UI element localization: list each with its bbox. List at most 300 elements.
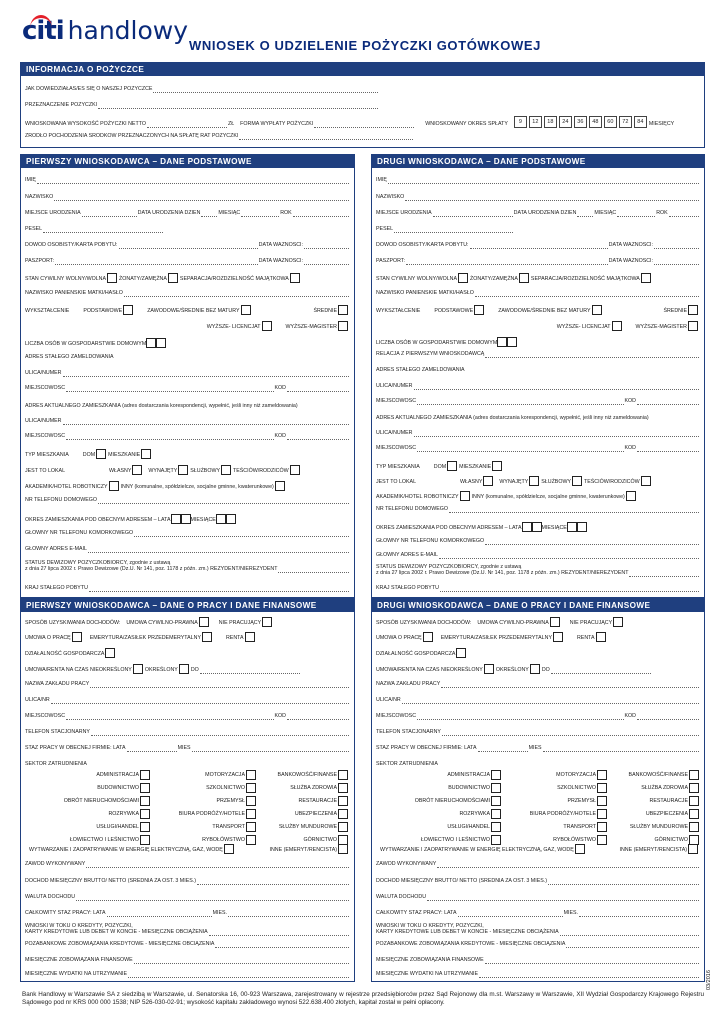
sector-option-2 bbox=[509, 783, 609, 793]
street-row bbox=[25, 370, 350, 377]
birth-day-input[interactable] bbox=[201, 211, 217, 217]
birth-day-input-2[interactable] bbox=[577, 211, 593, 217]
own-checkbox-2[interactable] bbox=[483, 476, 493, 486]
fixed-to-input-2[interactable] bbox=[551, 668, 651, 674]
email-label-2: GŁÓWNY ADRES E-MAIL bbox=[376, 552, 439, 558]
sector-checkbox-2[interactable] bbox=[689, 796, 699, 806]
total-tenure-row-2 bbox=[376, 910, 700, 917]
primary-checkbox-2[interactable] bbox=[474, 305, 484, 315]
annuity-checkbox-2[interactable] bbox=[596, 632, 606, 642]
sector-checkbox[interactable] bbox=[246, 783, 256, 793]
sector-label: BIURA PODRÓŻY/HOTELE bbox=[178, 811, 245, 817]
unemployed-checkbox-2[interactable] bbox=[613, 617, 623, 627]
id-valid-input-2[interactable] bbox=[654, 243, 699, 249]
pesel-label-2: PESEL bbox=[376, 226, 394, 232]
id-card-row bbox=[25, 242, 350, 249]
city-input-2[interactable] bbox=[417, 399, 623, 405]
contract-row-2 bbox=[376, 664, 700, 674]
sector-option-2 bbox=[613, 809, 701, 819]
payout-label: FORMA WYPŁATY POŻYCZKI bbox=[240, 121, 314, 127]
credits-line-1: WNIOSKI W TOKU O KREDYTY, POŻYCZKI, bbox=[25, 923, 133, 929]
house-checkbox[interactable] bbox=[96, 449, 106, 459]
sector-checkbox[interactable] bbox=[338, 770, 348, 780]
work-phone-label: TELEFON STACJONARNY bbox=[25, 729, 90, 735]
current-zip-input-2[interactable] bbox=[637, 446, 699, 452]
total-months-input[interactable] bbox=[228, 911, 349, 917]
sector-checkbox-2[interactable] bbox=[491, 783, 501, 793]
page-title: WNIOSEK O UDZIELENIE POŻYCZKI GOTÓWKOWEJ bbox=[189, 38, 541, 53]
current-street-input[interactable] bbox=[63, 419, 350, 425]
first-name-input-2[interactable] bbox=[388, 178, 699, 184]
period-option-9[interactable]: 9 bbox=[514, 116, 527, 128]
pesel-input[interactable] bbox=[43, 227, 163, 233]
fixed-to-input[interactable] bbox=[200, 668, 300, 674]
employer-city-input-2[interactable] bbox=[417, 714, 623, 720]
current-address-row bbox=[25, 403, 350, 410]
country-row bbox=[25, 585, 350, 592]
employer-zip-input-2[interactable] bbox=[637, 714, 699, 720]
current-zip-input[interactable] bbox=[287, 434, 349, 440]
birth-place-input[interactable] bbox=[82, 211, 137, 217]
profession-input-2[interactable] bbox=[437, 862, 699, 868]
dorm-checkbox[interactable] bbox=[109, 481, 119, 491]
retired-label-2: INNE (EMERYT/RENCISTA) bbox=[619, 847, 687, 853]
sector-checkbox[interactable] bbox=[338, 796, 348, 806]
nonbank-input[interactable] bbox=[215, 942, 349, 948]
current-city-row bbox=[25, 433, 350, 440]
credits-row-2 bbox=[376, 923, 700, 936]
years-at-digit-1-2[interactable] bbox=[522, 522, 532, 532]
employer-zip-label: KOD bbox=[274, 713, 286, 719]
total-months-input-2[interactable] bbox=[579, 911, 699, 917]
upkeep-input[interactable] bbox=[128, 972, 349, 978]
mobile-input-2[interactable] bbox=[485, 539, 699, 545]
current-street-label-2: ULICA/NUMER bbox=[376, 430, 413, 436]
civil-checkbox[interactable] bbox=[199, 617, 209, 627]
work-phone-input[interactable] bbox=[91, 730, 349, 736]
birth-month-input[interactable] bbox=[241, 211, 279, 217]
city-input[interactable] bbox=[66, 386, 273, 392]
housing-label: TYP MIESZKANIA bbox=[25, 452, 69, 458]
first-applicant-basic-header: PIERWSZY WNIOSKODAWCA – DANE PODSTAWOWE bbox=[21, 155, 354, 168]
years-at-digit-2[interactable] bbox=[181, 514, 191, 524]
birth-place-input-2[interactable] bbox=[433, 211, 513, 217]
separation-checkbox-2[interactable] bbox=[641, 273, 651, 283]
sector-grid-2 bbox=[376, 770, 700, 850]
sector-checkbox[interactable] bbox=[140, 770, 150, 780]
nonbank-row-2 bbox=[376, 941, 700, 948]
passport-valid-input-2[interactable] bbox=[654, 259, 699, 265]
relation-input[interactable] bbox=[485, 352, 699, 358]
household-digit-1-2[interactable] bbox=[497, 337, 507, 347]
employer-input[interactable] bbox=[90, 682, 349, 688]
period-option-48[interactable]: 48 bbox=[589, 116, 602, 128]
tenure-months-input[interactable] bbox=[192, 746, 349, 752]
home-phone-input-2[interactable] bbox=[449, 507, 699, 513]
income-currency-row-2 bbox=[376, 894, 700, 901]
pension-checkbox-2[interactable] bbox=[553, 632, 563, 642]
tenure-months-input-2[interactable] bbox=[543, 746, 699, 752]
household-digit-2-2[interactable] bbox=[507, 337, 517, 347]
sector-option bbox=[27, 822, 152, 832]
zip-input-2[interactable] bbox=[637, 399, 699, 405]
employer-row bbox=[25, 681, 350, 688]
status-line-1-2: STATUS DEWIZOWY POŻYCZKOBIORCY, zgodnie z ustawą bbox=[376, 564, 522, 570]
sector-checkbox[interactable] bbox=[246, 822, 256, 832]
months-at-digit-2-2[interactable] bbox=[577, 522, 587, 532]
home-phone-input[interactable] bbox=[98, 498, 349, 504]
vocational-checkbox-2[interactable] bbox=[592, 305, 602, 315]
employment-label-2: UMOWA O PRACĘ bbox=[376, 635, 422, 641]
sector-label: SŁUŻBA ZDROWIA bbox=[290, 785, 337, 791]
sector-checkbox-2[interactable] bbox=[689, 809, 699, 819]
total-tenure-label-2: CAŁKOWITY STAŻ PRACY: LATA bbox=[376, 910, 457, 916]
employment-checkbox-2[interactable] bbox=[423, 632, 433, 642]
dorm-checkbox-2[interactable] bbox=[460, 491, 470, 501]
sector-checkbox-2[interactable] bbox=[689, 770, 699, 780]
months-at-digit-2[interactable] bbox=[226, 514, 236, 524]
loan-info-header: INFORMACJA O POŻYCZCE bbox=[21, 63, 704, 76]
sector-checkbox[interactable] bbox=[246, 770, 256, 780]
id-valid-input[interactable] bbox=[304, 243, 349, 249]
tenure-years-input-2[interactable] bbox=[478, 746, 528, 752]
sector-option-2 bbox=[509, 822, 609, 832]
business-checkbox[interactable] bbox=[105, 648, 115, 658]
credits-line-2-2: KARTY KREDYTOWE LUB DEBET W KONCIE - MIESIĘCZNE OBCIĄŻENIA bbox=[376, 929, 559, 936]
amount-input[interactable] bbox=[147, 122, 227, 128]
years-at-digit-2-2[interactable] bbox=[532, 522, 542, 532]
sector-checkbox[interactable] bbox=[338, 809, 348, 819]
citi-handlowy-logo bbox=[22, 14, 188, 44]
birth-row-2 bbox=[376, 210, 700, 217]
total-tenure-input-2[interactable] bbox=[458, 911, 563, 917]
permanent-row-2 bbox=[376, 367, 700, 374]
work-phone-input-2[interactable] bbox=[442, 730, 699, 736]
sector-checkbox-2[interactable] bbox=[491, 822, 501, 832]
period-option-84[interactable]: 84 bbox=[634, 116, 647, 128]
second-applicant-basic-section bbox=[371, 154, 705, 598]
sector-checkbox-2[interactable] bbox=[597, 809, 607, 819]
parents-checkbox[interactable] bbox=[290, 465, 300, 475]
sector-label-2: RESTAURACJE bbox=[649, 798, 688, 804]
household-digit-1[interactable] bbox=[146, 338, 156, 348]
sector-label-2: UBEZPIECZENIA bbox=[645, 811, 688, 817]
payout-input[interactable] bbox=[314, 122, 414, 128]
email-input[interactable] bbox=[88, 547, 349, 553]
birth-row bbox=[25, 210, 350, 217]
status-line-2-2: z dnia 27 lipca 2002 r. Prawo Dewizowe (Dz.U. Nr 141, poz. 1178 z późn. zm.) REZYDENT/NIEREZYDENT bbox=[376, 570, 629, 577]
upkeep-input-2[interactable] bbox=[479, 972, 699, 978]
energy-checkbox-2[interactable] bbox=[575, 844, 585, 854]
months-at-digit-1[interactable] bbox=[216, 514, 226, 524]
sector-checkbox[interactable] bbox=[246, 809, 256, 819]
last-name-input-2[interactable] bbox=[405, 195, 699, 201]
flat-label-2: MIESZKANIE bbox=[459, 464, 492, 470]
bachelor-checkbox[interactable] bbox=[262, 321, 272, 331]
passport-valid-input[interactable] bbox=[304, 259, 349, 265]
sector-checkbox-2[interactable] bbox=[597, 796, 607, 806]
alimony-row bbox=[25, 957, 350, 964]
own-checkbox[interactable] bbox=[132, 465, 142, 475]
income-currency-input-2[interactable] bbox=[427, 895, 699, 901]
total-tenure-input[interactable] bbox=[107, 911, 212, 917]
annuity-label: RENTA bbox=[225, 635, 244, 641]
maiden-label-2: NAZWISKO PANIEŃSKIE MATKI/HASŁO bbox=[376, 290, 474, 296]
how-heard-input[interactable] bbox=[153, 87, 378, 93]
energy-row-2 bbox=[376, 844, 700, 854]
sector-label-2: BANKOWOŚĆ/FINANSE bbox=[628, 772, 688, 778]
secondary-checkbox-2[interactable] bbox=[688, 305, 698, 315]
other-housing-label-2: INNY (komunalne, spółdzielcze, socjalne gminne, kwaterunkowe) bbox=[471, 494, 625, 500]
single-label: STAN CYWILNY WOLNY/WOLNA bbox=[25, 276, 107, 282]
currency-label: ZŁ bbox=[227, 121, 235, 127]
country-input-2[interactable] bbox=[440, 586, 699, 592]
pesel-row-2 bbox=[376, 226, 514, 233]
marital-row-2 bbox=[376, 273, 700, 283]
status-row-2 bbox=[376, 564, 700, 577]
country-input[interactable] bbox=[89, 586, 349, 592]
employer-street-label-2: ULICA/NR bbox=[376, 697, 401, 703]
current-city-input-2[interactable] bbox=[417, 446, 623, 452]
sector-checkbox[interactable] bbox=[246, 796, 256, 806]
single-checkbox-2[interactable] bbox=[458, 273, 468, 283]
sector-option bbox=[158, 809, 258, 819]
maiden-input-2[interactable] bbox=[475, 291, 699, 297]
flat-checkbox[interactable] bbox=[141, 449, 151, 459]
other-housing-checkbox[interactable] bbox=[275, 481, 285, 491]
home-phone-label: NR TELEFONU DOMOWEGO bbox=[25, 497, 98, 503]
annuity-checkbox[interactable] bbox=[245, 632, 255, 642]
work-phone-row-2 bbox=[376, 729, 700, 736]
pension-checkbox[interactable] bbox=[202, 632, 212, 642]
pesel-label: PESEL bbox=[25, 226, 43, 232]
tenure-row-2 bbox=[376, 745, 700, 752]
sector-label: RESTAURACJE bbox=[298, 798, 337, 804]
sector-label-2: ŁOWIECTWO I LEŚNICTWO bbox=[420, 837, 490, 843]
purpose-input[interactable] bbox=[98, 103, 378, 109]
sector-label: USŁUGI/HANDEL bbox=[96, 824, 139, 830]
vocational-checkbox[interactable] bbox=[241, 305, 251, 315]
net-income-label-2: DOCHÓD MIESIĘCZNY BRUTTO/ NETTO (ŚREDNIA ZA OST. 3 MIES.) bbox=[376, 878, 547, 884]
maiden-input[interactable] bbox=[124, 291, 349, 297]
sector-checkbox[interactable] bbox=[140, 809, 150, 819]
last-name-row bbox=[25, 194, 350, 201]
months-at-digit-1-2[interactable] bbox=[567, 522, 577, 532]
housing-label-2: TYP MIESZKANIA bbox=[376, 464, 420, 470]
birth-month-input-2[interactable] bbox=[617, 211, 655, 217]
period-option-18[interactable]: 18 bbox=[544, 116, 557, 128]
dorm-label: AKADEMIK/HOTEL ROBOTNICZY bbox=[25, 484, 108, 490]
civil-checkbox-2[interactable] bbox=[550, 617, 560, 627]
employer-city-input[interactable] bbox=[66, 714, 273, 720]
employer-street-input[interactable] bbox=[51, 698, 349, 704]
net-income-input-2[interactable] bbox=[548, 879, 699, 885]
period-option-36[interactable]: 36 bbox=[574, 116, 587, 128]
birth-year-input-2[interactable] bbox=[669, 211, 699, 217]
sector-option bbox=[27, 770, 152, 780]
sector-label: TRANSPORT bbox=[212, 824, 245, 830]
period-option-12[interactable]: 12 bbox=[529, 116, 542, 128]
zip-input[interactable] bbox=[287, 386, 349, 392]
parents-checkbox-2[interactable] bbox=[641, 476, 651, 486]
rented-checkbox[interactable] bbox=[178, 465, 188, 475]
credits-line-1-2: WNIOSKI W TOKU O KREDYTY, POŻYCZKI, bbox=[376, 923, 484, 929]
id-valid-label-2: DATA WAŻNOŚCI: bbox=[608, 242, 653, 248]
alimony-input[interactable] bbox=[134, 958, 349, 964]
employer-city-label: MIEJSCOWOŚĆ bbox=[25, 713, 66, 719]
parents-label: TEŚCIÓW/RODZICÓW bbox=[233, 468, 289, 474]
sector-option-2 bbox=[509, 770, 609, 780]
employer-street-input-2[interactable] bbox=[402, 698, 699, 704]
sector-label-2: USŁUGI/HANDEL bbox=[447, 824, 490, 830]
sector-checkbox[interactable] bbox=[338, 822, 348, 832]
sector-checkbox[interactable] bbox=[140, 783, 150, 793]
employer-input-2[interactable] bbox=[441, 682, 699, 688]
alimony-input-2[interactable] bbox=[485, 958, 699, 964]
mobile-input[interactable] bbox=[134, 531, 349, 537]
second-applicant-work-header: DRUGI WNIOSKODAWCA – DANE O PRACY I DANE FINANSOWE bbox=[372, 599, 704, 612]
country-label-2: KRAJ STAŁEGO POBYTU bbox=[376, 585, 439, 591]
id-card-input-2[interactable] bbox=[470, 243, 608, 249]
logo-citi-text: citi bbox=[22, 16, 64, 46]
sector-checkbox[interactable] bbox=[140, 822, 150, 832]
bachelor-checkbox-2[interactable] bbox=[612, 321, 622, 331]
sector-label: BANKOWOŚĆ/FINANSE bbox=[277, 772, 337, 778]
unemployed-checkbox[interactable] bbox=[262, 617, 272, 627]
business-checkbox-2[interactable] bbox=[456, 648, 466, 658]
employer-label: NAZWA ZAKŁADU PRACY bbox=[25, 681, 90, 687]
years-at-digit-1[interactable] bbox=[171, 514, 181, 524]
income-way-label-2: SPOSÓB UZYSKIWANIA DOCHODÓW: bbox=[376, 620, 472, 626]
period-option-60[interactable]: 60 bbox=[604, 116, 617, 128]
married-checkbox-2[interactable] bbox=[519, 273, 529, 283]
mobile-label-2: GŁÓWNY NR TELEFONU KOMÓRKOWEGO bbox=[376, 538, 485, 544]
city-label-2: MIEJSCOWOŚĆ bbox=[376, 398, 417, 404]
sector-row-2 bbox=[376, 761, 700, 768]
credits-input[interactable] bbox=[209, 930, 349, 936]
sector-checkbox-2[interactable] bbox=[597, 822, 607, 832]
sector-option bbox=[27, 809, 152, 819]
company-flat-checkbox[interactable] bbox=[221, 465, 231, 475]
passport-input-2[interactable] bbox=[406, 259, 608, 265]
current-street-row-2 bbox=[376, 430, 700, 437]
energy-checkbox[interactable] bbox=[224, 844, 234, 854]
status-line-1: STATUS DEWIZOWY POŻYCZKOBIORCY, zgodnie z ustawą bbox=[25, 560, 171, 566]
secondary-label: ŚREDNIE bbox=[313, 308, 337, 314]
sector-checkbox-2[interactable] bbox=[689, 822, 699, 832]
profession-input[interactable] bbox=[86, 862, 349, 868]
sector-option bbox=[262, 796, 350, 806]
sector-checkbox-2[interactable] bbox=[491, 770, 501, 780]
sector-checkbox-2[interactable] bbox=[689, 783, 699, 793]
sector-checkbox-2[interactable] bbox=[491, 809, 501, 819]
retired-checkbox[interactable] bbox=[338, 844, 348, 854]
current-street-label: ULICA/NUMER bbox=[25, 418, 62, 424]
sector-label: UBEZPIECZENIA bbox=[294, 811, 337, 817]
work-phone-row bbox=[25, 729, 350, 736]
sector-checkbox[interactable] bbox=[140, 796, 150, 806]
household-digit-2[interactable] bbox=[156, 338, 166, 348]
last-name-input[interactable] bbox=[54, 195, 349, 201]
home-phone-row-2 bbox=[376, 506, 700, 513]
fixed-checkbox-2[interactable] bbox=[530, 664, 540, 674]
passport-label: PASZPORT: bbox=[25, 258, 54, 264]
separation-checkbox[interactable] bbox=[290, 273, 300, 283]
sector-checkbox-2[interactable] bbox=[491, 796, 501, 806]
alimony-row-2 bbox=[376, 957, 700, 964]
fixed-checkbox[interactable] bbox=[179, 664, 189, 674]
credits-input-2[interactable] bbox=[560, 930, 699, 936]
sector-checkbox-2[interactable] bbox=[597, 770, 607, 780]
sector-checkbox[interactable] bbox=[338, 783, 348, 793]
household-label-2: LICZBA OSÓB W GOSPODARSTWIE DOMOWYM bbox=[376, 340, 498, 346]
dorm-row-2 bbox=[376, 491, 700, 501]
master-checkbox-2[interactable] bbox=[688, 321, 698, 331]
income-type-row bbox=[25, 632, 350, 642]
pesel-input-2[interactable] bbox=[394, 227, 513, 233]
income-currency-input[interactable] bbox=[76, 895, 349, 901]
street-input[interactable] bbox=[63, 371, 350, 377]
passport-valid-label-2: DATA WAŻNOŚCI: bbox=[608, 258, 653, 264]
single-checkbox[interactable] bbox=[107, 273, 117, 283]
rented-checkbox-2[interactable] bbox=[529, 476, 539, 486]
id-card-input[interactable] bbox=[119, 243, 258, 249]
married-checkbox[interactable] bbox=[168, 273, 178, 283]
current-city-input[interactable] bbox=[66, 434, 273, 440]
sector-option-2 bbox=[613, 783, 701, 793]
employer-zip-input[interactable] bbox=[287, 714, 349, 720]
how-heard-label: JAK DOWIEDZIAŁAŚ/EŚ SIĘ O NASZEJ POŻYCZCE bbox=[25, 86, 153, 92]
zip-label: KOD bbox=[274, 385, 286, 391]
total-months-label: MIES. bbox=[212, 910, 227, 916]
source-input[interactable] bbox=[239, 134, 413, 140]
indefinite-checkbox-2[interactable] bbox=[484, 664, 494, 674]
secondary-checkbox[interactable] bbox=[338, 305, 348, 315]
sector-label-2: RYBOŁÓWSTWO bbox=[553, 837, 596, 843]
first-name-input[interactable] bbox=[37, 178, 349, 184]
email-input-2[interactable] bbox=[439, 553, 699, 559]
master-checkbox[interactable] bbox=[338, 321, 348, 331]
tenure-years-input[interactable] bbox=[127, 746, 177, 752]
indefinite-checkbox[interactable] bbox=[133, 664, 143, 674]
city-row-2 bbox=[376, 398, 700, 405]
period-option-72[interactable]: 72 bbox=[619, 116, 632, 128]
employment-checkbox[interactable] bbox=[72, 632, 82, 642]
company-flat-checkbox-2[interactable] bbox=[572, 476, 582, 486]
nonbank-input-2[interactable] bbox=[566, 942, 699, 948]
sector-checkbox-2[interactable] bbox=[597, 783, 607, 793]
purpose-row bbox=[25, 102, 379, 109]
current-street-input-2[interactable] bbox=[414, 431, 700, 437]
credits-row bbox=[25, 923, 350, 936]
status-input[interactable] bbox=[278, 567, 349, 573]
tenure-months-label: MIES bbox=[177, 745, 191, 751]
street-input-2[interactable] bbox=[414, 384, 700, 390]
flat-checkbox-2[interactable] bbox=[492, 461, 502, 471]
other-housing-checkbox-2[interactable] bbox=[626, 491, 636, 501]
primary-checkbox[interactable] bbox=[123, 305, 133, 315]
upkeep-row-2 bbox=[376, 971, 700, 978]
retired-checkbox-2[interactable] bbox=[688, 844, 698, 854]
period-option-24[interactable]: 24 bbox=[559, 116, 572, 128]
rented-label-2: WYNAJĘTY bbox=[499, 479, 529, 485]
status-input-2[interactable] bbox=[629, 571, 699, 577]
zip-label-2: KOD bbox=[624, 398, 636, 404]
net-income-input[interactable] bbox=[197, 879, 349, 885]
house-checkbox-2[interactable] bbox=[447, 461, 457, 471]
birth-year-input[interactable] bbox=[293, 211, 349, 217]
passport-input[interactable] bbox=[55, 259, 258, 265]
